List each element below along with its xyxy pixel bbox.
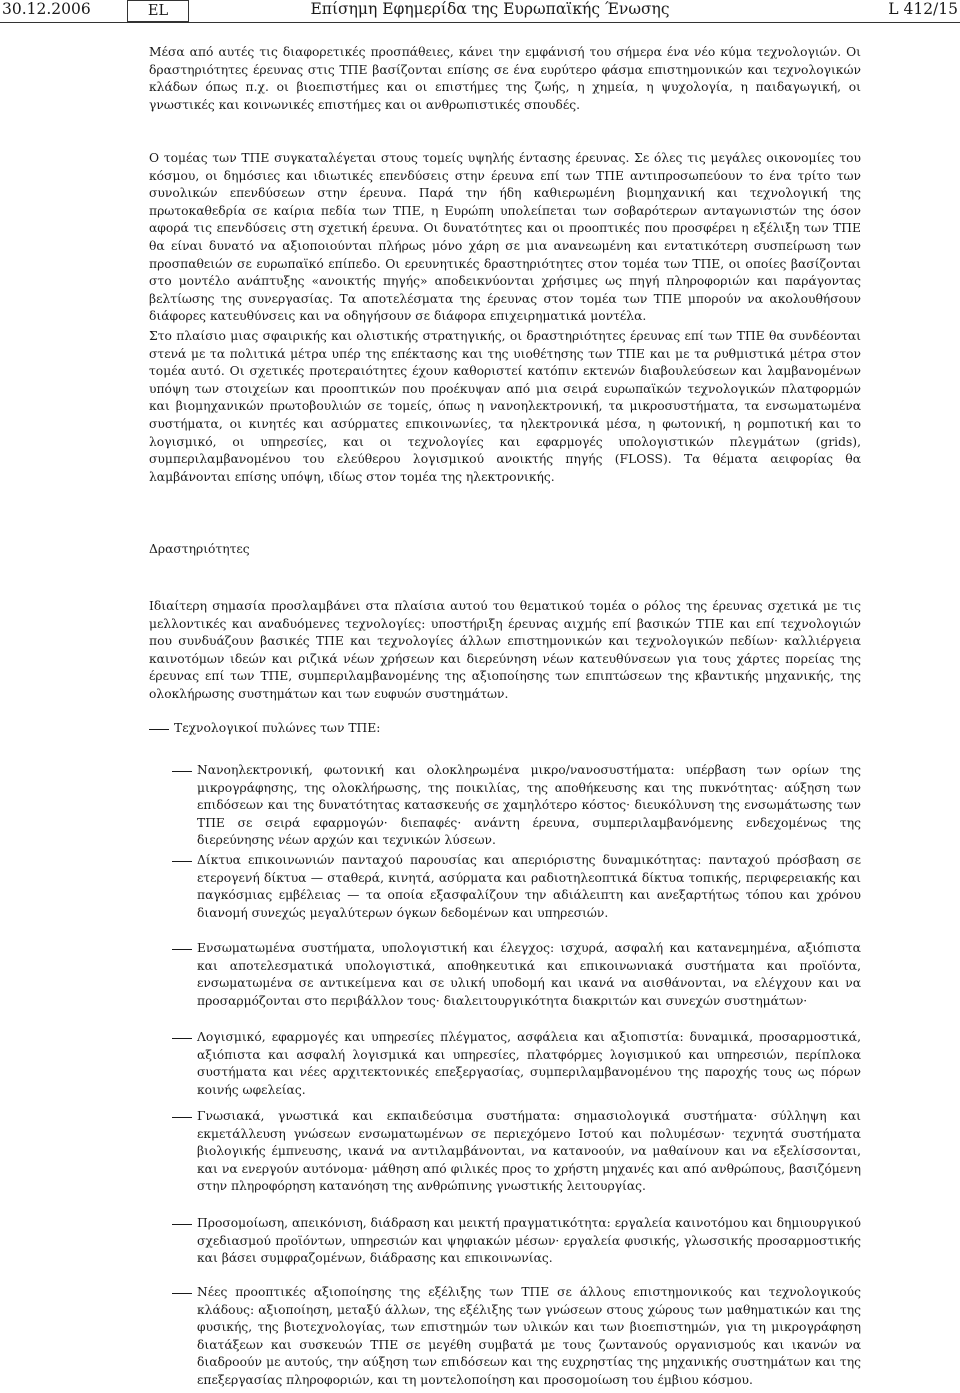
activities-heading: Δραστηριότητες [149, 542, 250, 556]
pillar-item-software: Λογισμικό, εφαρμογές και υπηρεσίες πλέγματος, ασφάλεια και αξιοπιστία: δυναμικά, προσαρμοστικά, αξιόπιστα και ασφαλή λογισμικά και υπηρεσίες, πλατφόρμες λογισμικού και υπηρεσιών, περίπλοκα συστήματα και νέες αρχιτεκτονικές επεξεργασίας, συμπεριλαμβανομένου της παροχής τους ως πόρων κοινής ωφελείας. [197, 1030, 861, 1097]
paragraph-holistic-strategy: Στο πλαίσιο μιας σφαιρικής και ολιστικής στρατηγικής, οι δραστηριότητες έρευνας επί των ΤΠΕ θα συνδέονται στενά με τα πολιτικά μέτρα υπέρ της επέκτασης και της υιοθέτησης των ΤΠΕ και με τα ρυθμιστικά μέτρα στον τομέα αυτό. Οι σχετικές προτεραιότητες έχουν καθοριστεί κατόπιν εκτενών διαβουλεύσεων και λαμβανομένων υπόψη των στοιχείων και προοπτικών που προέκυψαν από μια σειρά ευρωπαϊκών τεχνολογικών πλατφορμών και βιομηχανικών πρωτοβουλιών σε τομείς, όπως η νανοηλεκτρονική, τα μικροσυστήματα, τα ενσωματωμένα συστήματα, οι κινητές και ασύρματες επικοινωνίες, τα ηλεκτρονικά μέσα, η φωτονική, η ρομποτική και το λογισμικό, οι υπηρεσίες, και οι τεχνολογίες και εφαρμογές υπολογιστικών πλεγμάτων (grids), συμπεριλαμβανομένου του ελεύθερου λογισμικού ανοικτής πηγής (FLOSS). Τα θέματα αειφορίας θα λαμβάνονται επίσης υπόψη, ιδίως στον τομέα της ηλεκτρονικής. [149, 329, 861, 484]
publication-date: 30.12.2006 [2, 0, 91, 18]
header-divider [0, 22, 960, 23]
pillar-item-cognitive-systems: Γνωσιακά, γνωστικά και εκπαιδεύσιμα συστήματα: σημασιολογικά συστήματα· σύλληψη και εκμετάλλευση γνώσεων ενσωματωμένων σε περιεχόμενο Ιστού και πολυμέσων· τεχνητά συστήματα βιολογικής έμπνευσης, ικανά να αντιλαμβάνονται, να κατανοούν, να μαθαίνουν και να εξελίσσονται, και να ενεργούν αυτόνομα· μάθηση από φιλικές προς το χρήστη μηχανές και από ανθρώπους, βασιζόμενη στην πληροφόρηση κατανόηση της ανθρώπινης γνωστικής λειτουργίας. [197, 1109, 861, 1194]
pillars-title: Τεχνολογικοί πυλώνες των ΤΠΕ: [174, 721, 381, 735]
pillar-item-simulation: Προσομοίωση, απεικόνιση, διάδραση και μεικτή πραγματικότητα: εργαλεία καινοτόμου και δημιουργικού σχεδιασμού προϊόντων, υπηρεσιών και ψηφιακών μέσων· εργαλεία φυσικής, γλωσσικής προσαρμοστικής και βάσει συμφραζομένων, διάδρασης και επικοινωνίας. [197, 1216, 861, 1266]
pillar-item-networks: Δίκτυα επικοινωνιών πανταχού παρουσίας και απεριόριστης δυναμικότητας: πανταχού πρόσβαση σε ετερογενή δίκτυα — σταθερά, κινητά, ασύρματα και ραδιοτηλεοπτικά δίκτυα τοπικής, περιφερειακής και παγκόσμιας εμβέλειας — τα οποία εξασφαλίζουν την αδιάλειπτη και ανεξαρτήτως τόπου και χρόνου διανομή συνεχώς μεγαλύτερων όγκων δεδομένων και υπηρεσιών. [197, 853, 861, 920]
paragraph-future-technologies: Ιδιαίτερη σημασία προσλαμβάνει στα πλαίσια αυτού του θεματικού τομέα ο ρόλος της έρευνας σχετικά με τις μελλοντικές και αναδυόμενες τεχνολογίες: υποστήριξη έρευνας αιχμής επί βασικών ΤΠΕ και επί τεχνολογιών που συνδυάζουν βασικές ΤΠΕ και τεχνολογίες άλλων επιστημονικών και τεχνολογικών πεδίων· καλλιέργεια καινοτόμων ιδεών και ριζικά νέων χρήσεων και διερεύνηση νέων κατευθύνσεων για τους χάρτες πορείας της έρευνας επί των ΤΠΕ, συμπεριλαμβανομένης της αξιοποίησης των επιπτώσεων της κβαντικής μηχανικής, της ολοκλήρωσης συστημάτων και των ευφυών συστημάτων. [149, 599, 861, 701]
journal-header [0, 0, 960, 24]
pillars-list-title [149, 720, 861, 738]
pillar-item-embedded-systems: Ενσωματωμένα συστήματα, υπολογιστική και έλεγχος: ισχυρά, ασφαλή και κατανεμημένα, αξιόπιστα και αποτελεσματικά υπολογιστικά, αποθηκευτικά και επικοινωνιακά συστήματα και προϊόντα, ενσωματωμένα σε αντικείμενα και σε υλική υποδομή και ικανά να αισθάνονται, να ελέγχουν και να προσαρμόζονται στο περιβάλλον τους· διαλειτουργικότητα διακριτών και συνεχών συστημάτων· [197, 941, 861, 1008]
page-reference: L 412/15 [888, 0, 958, 18]
pillar-item-new-perspectives: Νέες προοπτικές αξιοποίησης της εξέλιξης των ΤΠΕ σε άλλους επιστημονικούς και τεχνολογικούς κλάδους: αξιοποίηση, μεταξύ άλλων, της εξέλιξης των γνώσεων στους χώρους των μαθηματικών και της φυσικής, της βιοτεχνολογίας, των επιστημών των υλικών και των βιοεπιστημών, για τη μικρογράφηση διατάξεων και συσκευών ΤΠΕ σε μεγέθη συμβατά με τους ζωντανούς οργανισμούς και ικανών να διαδροούν με αυτούς, την αύξηση των επιδόσεων και της ευχρηστίας της μηχανικής συστημάτων και της επεξεργασίας πληροφοριών, και τη μοντελοποίηση και προσομοίωση του έμβιου κόσμου. [197, 1285, 861, 1387]
language-code-box: EL [127, 0, 189, 22]
paragraph-new-wave: Μέσα από αυτές τις διαφορετικές προσπάθειες, κάνει την εμφάνισή του σήμερα ένα νέο κύμα τεχνολογιών. Οι δραστηριότητες έρευνας στις ΤΠΕ βασίζονται επίσης σε ένα ευρύτερο φάσμα επιστημονικών και τεχνολογικών κλάδων όπως π.χ. οι βιοεπιστήμες και οι επιστήμες της ζωής, η χημεία, η ψυχολογία, η παιδαγωγική, οι γνωστικές και κοινωνικές επιστήμες και οι ανθρωπιστικές σπουδές. [149, 45, 861, 112]
journal-title: Επίσημη Εφημερίδα της Ευρωπαϊκής Ένωσης [310, 0, 670, 18]
paragraph-research-intensity: Ο τομέας των ΤΠΕ συγκαταλέγεται στους τομείς υψηλής έντασης έρευνας. Σε όλες τις μεγάλες οικονομίες του κόσμου, οι δημόσιες και ιδιωτικές επενδύσεις στην έρευνα επί των ΤΠΕ αντιπροσωπεύουν το ένα τρίτο των συνολικών επενδύσεων στην έρευνα. Παρά την ήδη καθιερωμένη βιομηχανική και τεχνολογική της πρωτοκαθεδρία σε καίρια πεδία των ΤΠΕ, η Ευρώπη υπολείπεται των σοβαρότερων ανταγωνιστών της όσον αφορά τις επενδύσεις στη σχετική έρευνα. Οι δυνατότητες και οι προοπτικές που προσφέρει η εξέλιξη των ΤΠΕ θα είναι δυνατό να αξιοποιούνται πλήρως μόνο χάρη σε μια ανανεωμένη και εντατικότερη συσπείρωση των προσπαθειών σε ευρωπαϊκό επίπεδο. Οι ερευνητικές δραστηριότητες στον τομέα των ΤΠΕ, οι οποίες βασίζονται στο μοντέλο ανάπτυξης «ανοικτής πηγής» αποδεικνύονται χρήσιμες ως πηγή πληροφοριών και παράγοντας βελτίωσης της συνεργασίας. Τα αποτελέσματα της έρευνας στον τομέα των ΤΠΕ μπορούν να ακολουθήσουν διάφορες κατευθύνσεις και να οδηγήσουν σε διάφορα επιχειρηματικά μοντέλα. [149, 151, 861, 324]
pillar-item-nanoelectronics: Νανοηλεκτρονική, φωτονική και ολοκληρωμένα μικρο/νανοσυστήματα: υπέρβαση των ορίων της μικρογράφησης, της ολοκλήρωσης, της ποικιλίας, της αποθήκευσης και της πυκνότητας· αύξηση των επιδόσεων και της δυνατότητας κατασκευής σε χαμηλότερο κόστος· διευκόλυνση της ενσωμάτωσης των ΤΠΕ σε σειρά εφαρμογών· διεπαφές· ανάντη έρευνα, συμπεριλαμβανόμενης ενδεχομένως της διερεύνησης νέων αρχών και τεχνικών λύσεων. [197, 763, 861, 848]
